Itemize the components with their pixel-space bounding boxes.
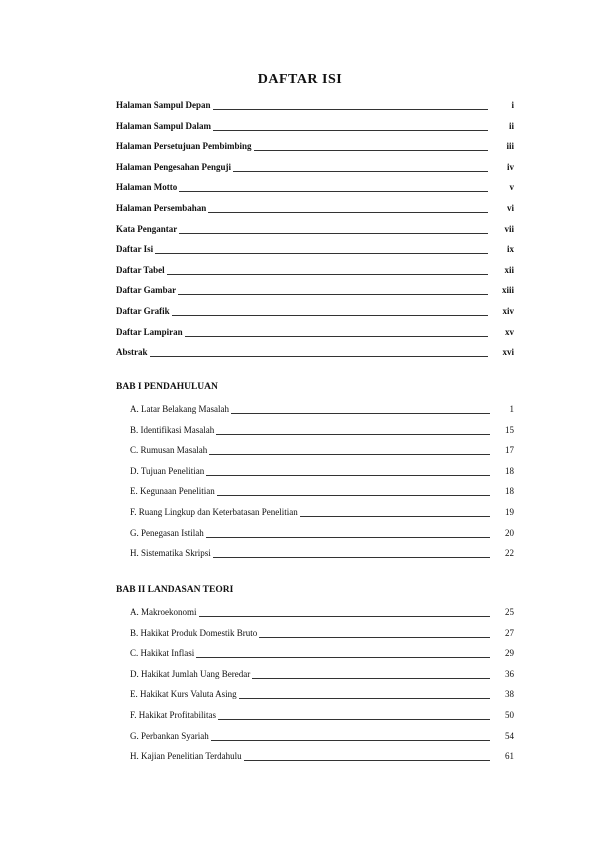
toc-entry	[0, 402, 600, 418]
toc-entry	[0, 749, 600, 765]
toc-entry	[0, 484, 600, 500]
toc-entry-label: F. Ruang Lingkup dan Keterbatasan Penelitian	[130, 507, 298, 517]
leader-line	[116, 356, 488, 357]
toc-entry-label: Daftar Isi	[116, 244, 154, 255]
toc-entry	[0, 708, 600, 724]
toc-entry-label: H. Kajian Penelitian Terdahulu	[130, 751, 242, 762]
toc-entry	[0, 222, 600, 238]
toc-entry	[0, 443, 600, 459]
toc-entry	[0, 345, 600, 361]
toc-entry-label: Halaman Motto	[116, 182, 178, 193]
toc-entry-page: xiv	[502, 306, 514, 316]
toc-entry	[0, 180, 600, 196]
chapter-heading: BAB I PENDAHULUAN	[116, 382, 218, 392]
toc-entry-page: xii	[504, 264, 514, 275]
toc-entry	[0, 119, 600, 135]
toc-entry-label: D. Tujuan Penelitian	[130, 465, 205, 476]
toc-entry-page: 18	[505, 486, 514, 497]
toc-entry-page: xv	[505, 326, 514, 337]
toc-entry-label: Halaman Persembahan	[116, 203, 207, 213]
toc-entry	[0, 201, 600, 217]
toc-entry	[0, 464, 600, 480]
toc-entry-label: G. Penegasan Istilah	[130, 527, 204, 538]
toc-entry-page: 27	[505, 627, 514, 638]
toc-entry-page: 61	[505, 751, 514, 762]
toc-entry-page: 19	[505, 507, 514, 517]
toc-entry-label: Daftar Tabel	[116, 264, 165, 275]
toc-entry-label: Abstrak	[116, 347, 148, 358]
toc-entry	[0, 667, 600, 683]
toc-entry-page: vii	[504, 223, 514, 234]
toc-entry	[0, 139, 600, 155]
toc-entry-label: Halaman Pengesahan Penguji	[116, 161, 232, 172]
toc-entry-label: E. Hakikat Kurs Valuta Asing	[130, 689, 237, 700]
toc-entry	[0, 304, 600, 320]
toc-entry	[0, 605, 600, 621]
toc-entry-label: E. Kegunaan Penelitian	[130, 486, 215, 497]
toc-entry-page: 17	[505, 445, 514, 456]
toc-entry-page: iii	[506, 141, 514, 152]
toc-entry-page: xiii	[501, 285, 514, 296]
toc-entry-page: 1	[509, 404, 514, 414]
toc-entry-page: vi	[506, 203, 514, 213]
toc-entry-label: Daftar Grafik	[116, 306, 170, 316]
toc-entry-label: A. Latar Belakang Masalah	[130, 404, 229, 414]
toc-entry-label: H. Sistematika Skripsi	[130, 548, 211, 559]
toc-entry-label: C. Rumusan Masalah	[130, 445, 208, 456]
toc-entry-page: 38	[505, 689, 514, 700]
toc-entry-page: i	[511, 100, 514, 110]
toc-entry-page: xvi	[502, 347, 514, 358]
toc-entry-label: A. Makroekonomi	[130, 607, 197, 617]
toc-entry-page: 50	[505, 710, 514, 720]
toc-entry	[0, 325, 600, 341]
toc-entry	[0, 546, 600, 562]
toc-entry-label: Daftar Gambar	[116, 285, 177, 296]
leader-line	[116, 274, 488, 275]
toc-entry	[0, 98, 600, 114]
toc-entry	[0, 423, 600, 439]
toc-entry-label: B. Identifikasi Masalah	[130, 424, 215, 435]
toc-entry-label: C. Hakikat Inflasi	[130, 648, 195, 659]
toc-entry-page: 36	[505, 668, 514, 679]
toc-entry	[0, 242, 600, 258]
toc-entry-label: Halaman Persetujuan Pembimbing	[116, 141, 252, 152]
toc-entry	[0, 505, 600, 521]
toc-entry	[0, 263, 600, 279]
toc-entry-label: Daftar Lampiran	[116, 326, 183, 337]
toc-entry-page: 22	[505, 548, 514, 559]
toc-entry-label: G. Perbankan Syariah	[130, 730, 209, 741]
toc-entry-page: 54	[505, 730, 514, 741]
toc-entry-page: iv	[506, 161, 514, 172]
leader-line	[116, 253, 488, 254]
toc-entry	[0, 729, 600, 745]
toc-entry-page: 18	[505, 465, 514, 476]
toc-entry	[0, 160, 600, 176]
chapter-heading: BAB II LANDASAN TEORI	[116, 585, 234, 595]
toc-entry-page: v	[509, 182, 514, 193]
toc-entry-label: D. Hakikat Jumlah Uang Beredar	[130, 668, 251, 679]
toc-entry-page: ix	[506, 244, 514, 255]
toc-entry	[0, 687, 600, 703]
toc-entry-page: 29	[505, 648, 514, 659]
toc-entry-page: 15	[505, 424, 514, 435]
toc-entry-page: 25	[505, 607, 514, 617]
toc-entry	[0, 626, 600, 642]
toc-entry-label: F. Hakikat Profitabilitas	[130, 710, 217, 720]
toc-entry-label: Halaman Sampul Depan	[116, 100, 211, 110]
leader-line	[116, 315, 488, 316]
toc-entry-label: Kata Pengantar	[116, 223, 178, 234]
toc-entry	[0, 646, 600, 662]
toc-entry-label: Halaman Sampul Dalam	[116, 120, 212, 131]
page-title: DAFTAR ISI	[257, 72, 343, 87]
toc-entry-label: B. Hakikat Produk Domestik Bruto	[130, 627, 258, 638]
toc-entry	[0, 526, 600, 542]
toc-entry	[0, 283, 600, 299]
toc-entry-page: ii	[508, 120, 514, 131]
toc-entry-page: 20	[505, 527, 514, 538]
